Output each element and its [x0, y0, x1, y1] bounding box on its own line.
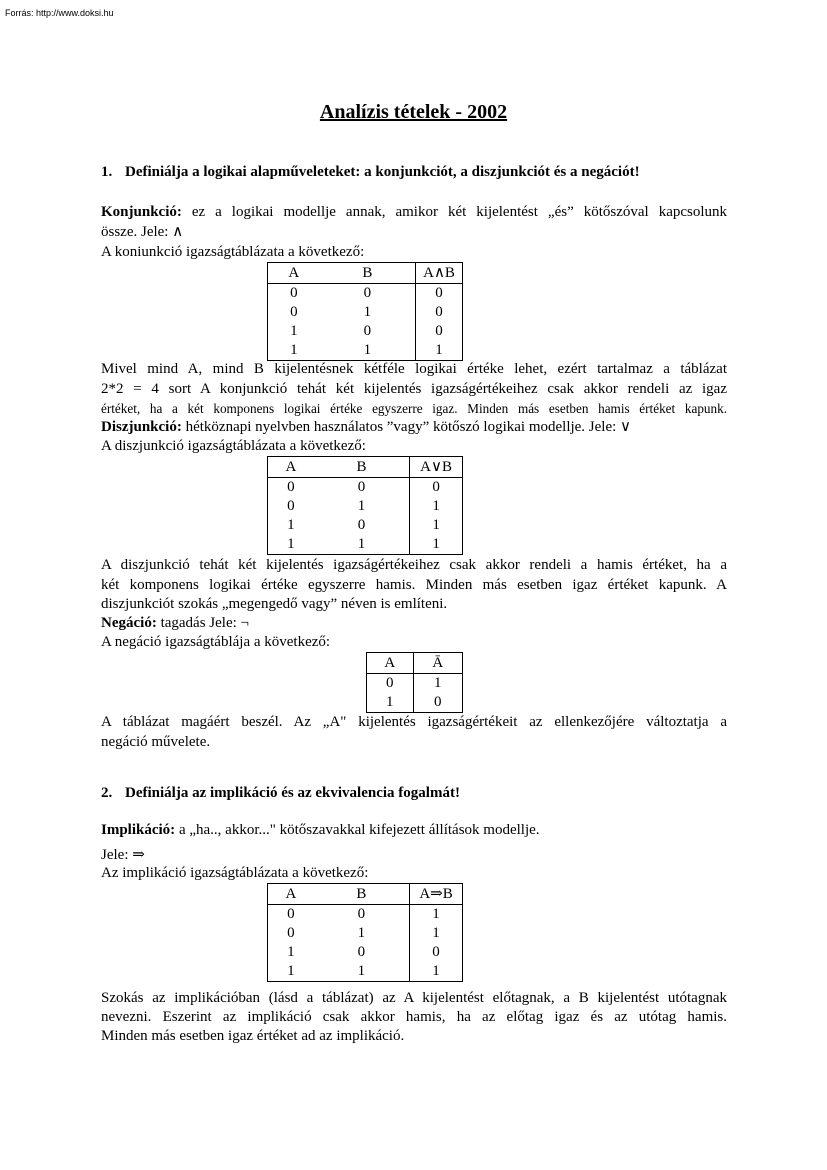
table-cell: 0: [290, 285, 298, 301]
table-cell: 1: [290, 342, 298, 358]
term-negacio: Negáció:: [101, 615, 157, 631]
diszjunkcio-truth-table: [267, 456, 463, 555]
table-cell: 0: [287, 479, 295, 495]
table-header-row: [268, 457, 463, 478]
table-row: [268, 943, 463, 962]
table-cell: 0: [416, 322, 463, 341]
table-header-cell: Ā: [413, 653, 462, 674]
table-row: [367, 693, 463, 713]
table-row: [367, 674, 463, 694]
definition-text: a „ha.., akkor..." kötőszavakkal kifejezett állítások modellje.: [178, 822, 540, 838]
table-cell: 0: [287, 498, 295, 514]
table-header-cell: A: [367, 653, 414, 674]
table-cell: 0: [410, 943, 463, 962]
table-cell: 0: [416, 284, 463, 304]
table-cell: 1: [410, 924, 463, 943]
table-cell: 1: [410, 497, 463, 516]
implikacio-table-intro: Az implikáció igazságtáblázata a következő:: [101, 865, 369, 881]
table-row: [268, 535, 463, 555]
table-cell: 1: [410, 516, 463, 535]
table-row: [268, 478, 463, 498]
section-number: 2.: [101, 785, 113, 801]
table-cell: 1: [416, 341, 463, 361]
table-cell: 0: [357, 906, 366, 922]
section-1-heading: [101, 164, 640, 181]
table-cell: 1: [357, 536, 366, 552]
implikacio-text-line2: nevezni. Eszerint az implikáció csak akkor hamis, ha az előtag igaz és az utótag hamis.: [101, 1009, 727, 1025]
definition-text: tagadás Jele: ¬: [160, 615, 249, 631]
table-header-row: [268, 263, 463, 284]
diszjunkcio-definition: [101, 418, 727, 437]
diszjunkcio-text-line2: két komponens logikai értéke egyszerre hamis. Minden más esetben igaz értéket kapunk. A: [101, 577, 727, 593]
table-cell: 0: [290, 304, 298, 320]
table-cell: 1: [410, 535, 463, 555]
negacio-definition: [101, 614, 727, 633]
table-cell: 0: [413, 693, 462, 713]
section-number: 1.: [101, 164, 113, 180]
konjunkcio-text-line2: 2*2 = 4 sort A konjunkció tehát két kijelentés igazságértékeihez csak akkor rendeli az igaz: [101, 381, 727, 397]
table-cell: 0: [410, 478, 463, 498]
section-title: Definiálja a logikai alapműveleteket: a konjunkciót, a diszjunkciót és a negációt!: [125, 164, 640, 180]
diszjunkcio-text-line3: diszjunkciót szokás „megengedő vagy” néven is említeni.: [101, 596, 448, 612]
table-header-row: [268, 884, 463, 905]
table-header-cell: B: [314, 457, 410, 478]
table-cell: 1: [357, 925, 366, 941]
table-cell: 1: [357, 498, 366, 514]
table-cell: 0: [363, 285, 372, 301]
term-diszjunkcio: Diszjunkció:: [101, 419, 182, 435]
definition-text: hétköznapi nyelvben használatos ”vagy” kötőszó logikai modellje. Jele: ∨: [185, 419, 632, 435]
term-implikacio: Implikáció:: [101, 822, 176, 838]
table-header-cell: A∨B: [410, 457, 463, 478]
table-cell: 0: [363, 323, 372, 339]
table-cell: 0: [416, 303, 463, 322]
table-row: [268, 322, 463, 341]
table-cell: 1: [410, 962, 463, 982]
table-row: [268, 924, 463, 943]
table-row: [268, 497, 463, 516]
table-cell: 0: [357, 517, 366, 533]
konjunkcio-truth-table: [267, 262, 463, 361]
table-row: [268, 341, 463, 361]
table-header-cell: A: [268, 457, 314, 478]
table-cell: 0: [386, 675, 394, 691]
table-header-cell: B: [314, 884, 410, 905]
table-cell: 0: [287, 925, 295, 941]
table-cell: 1: [386, 694, 394, 710]
term-konjunkcio: Konjunkció:: [101, 204, 182, 220]
implikacio-text-line3: Minden más esetben igaz értéket ad az implikáció.: [101, 1028, 405, 1044]
konjunkcio-text-line3: értéket, ha a két komponens logikai értéke egyszerre igaz. Minden más esetben hamis értéket kapunk.: [101, 401, 727, 416]
table-cell: 1: [413, 674, 462, 694]
konjunkcio-sign-line: össze. Jele: ∧: [101, 224, 184, 240]
definition-text: ez a logikai modellje annak, amikor két kijelentést „és” kötőszóval kapcsolunk: [191, 204, 728, 220]
source-note: Forrás: http://www.doksi.hu: [5, 8, 114, 18]
negacio-truth-table: [366, 652, 463, 713]
konjunkcio-table-intro: A koniunkció igazságtáblázata a következő:: [101, 244, 365, 260]
section-title: Definiálja az implikáció és az ekvivalencia fogalmát!: [125, 785, 460, 801]
negacio-text-line1: A táblázat magáért beszél. Az „A" kijelentés igazságértékeit az ellenkezőjére változtatja a: [101, 714, 727, 730]
implikacio-text-line1: Szokás az implikációban (lásd a táblázat) az A kijelentést előtagnak, a B kijelentést utótagnak: [101, 990, 727, 1006]
table-cell: 1: [287, 944, 295, 960]
table-cell: 1: [287, 536, 295, 552]
diszjunkcio-text-line1: A diszjunkció tehát két kijelentés igazságértékeihez csak akkor rendeli a hamis értéket, ha a: [101, 557, 727, 573]
negacio-table-intro: A negáció igazságtáblája a következő:: [101, 634, 331, 650]
table-header-row: [367, 653, 463, 674]
table-cell: 0: [287, 906, 295, 922]
implikacio-definition: [101, 821, 727, 840]
implikacio-truth-table: [267, 883, 463, 982]
table-header-cell: B: [320, 263, 416, 284]
implikacio-sign: Jele: ⇒: [101, 847, 145, 863]
table-header-cell: A: [268, 884, 314, 905]
table-cell: 1: [363, 304, 372, 320]
table-header-cell: A∧B: [416, 263, 463, 284]
table-header-cell: A: [268, 263, 320, 284]
table-row: [268, 962, 463, 982]
table-cell: 1: [410, 905, 463, 925]
table-cell: 1: [287, 963, 295, 979]
table-row: [268, 905, 463, 925]
table-cell: 1: [363, 342, 372, 358]
table-cell: 1: [290, 323, 298, 339]
konjunkcio-text-line1: Mivel mind A, mind B kijelentésnek kétféle logikai értéke lehet, ezért tartalmaz a táblázat: [101, 361, 727, 377]
table-row: [268, 284, 463, 304]
section-2-heading: [101, 785, 460, 802]
page-title: Analízis tételek - 2002: [319, 101, 508, 123]
table-row: [268, 303, 463, 322]
table-cell: 0: [357, 944, 366, 960]
konjunkcio-definition: [101, 203, 727, 222]
table-cell: 1: [287, 517, 295, 533]
negacio-text-line2: negáció művelete.: [101, 734, 211, 750]
table-cell: 1: [357, 963, 366, 979]
table-cell: 0: [357, 479, 366, 495]
table-row: [268, 516, 463, 535]
diszjunkcio-table-intro: A diszjunkció igazságtáblázata a következő:: [101, 438, 366, 454]
table-header-cell: A⇒B: [410, 884, 463, 905]
